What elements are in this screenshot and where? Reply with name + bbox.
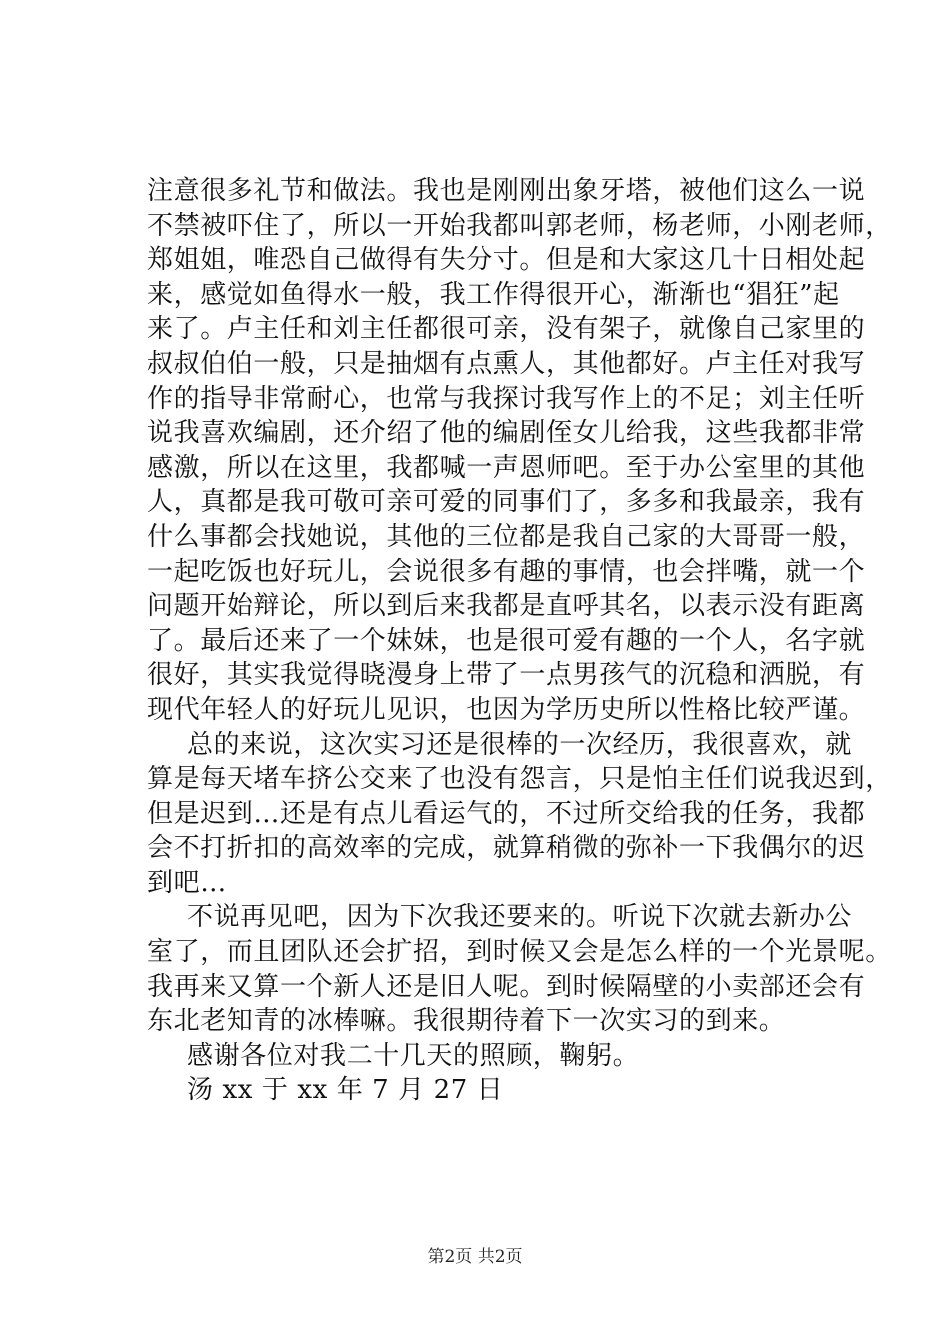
text-line: 问题开始辩论，所以到后来我都是直呼其名，以表示没有距离 [147, 591, 866, 622]
text-line: 注意很多礼节和做法。我也是刚刚出象牙塔，被他们这么一说 [147, 176, 866, 206]
text-line: 算是每天堵车挤公交来了也没有怨言，只是怕主任们说我迟到， [147, 764, 892, 795]
text-line: 到吧… [147, 867, 227, 898]
text-line: 但是迟到…还是有点儿看运气的，不过所交给我的任务，我都 [147, 798, 866, 829]
document-body [147, 174, 892, 1108]
text-line: 人，真都是我可敬可亲可爱的同事们了，多多和我最亲，我有 [147, 487, 866, 518]
text-line: 现代年轻人的好玩儿见识，也因为学历史所以性格比较严谨。 [147, 694, 866, 725]
text-line: 了。最后还来了一个妹妹，也是很可爱有趣的一个人，名字就 [147, 625, 866, 656]
text-line: 感激，所以在这里，我都喊一声恩师吧。至于办公室里的其他 [147, 452, 866, 483]
page-indicator: 第2页 共2页 [427, 1247, 523, 1267]
text-line: 作的指导非常耐心，也常与我探讨我写作上的不足；刘主任听 [147, 383, 866, 414]
text-line: 一起吃饭也好玩儿，会说很多有趣的事情，也会拌嘴，就一个 [147, 556, 866, 587]
text-line: 很好，其实我觉得晓漫身上带了一点男孩气的沉稳和洒脱，有 [147, 660, 866, 691]
text-line: 说我喜欢编剧，还介绍了他的编剧侄女儿给我，这些我都非常 [147, 418, 866, 449]
text-line: 东北老知青的冰棒嘛。我很期待着下一次实习的到来。 [147, 1006, 786, 1037]
text-line: 不禁被吓住了，所以一开始我都叫郭老师，杨老师，小刚老师， [147, 210, 892, 241]
text-line: 来了。卢主任和刘主任都很可亲，没有架子，就像自己家里的 [147, 314, 866, 345]
text-line: 不说再见吧，因为下次我还要来的。听说下次就去新办公 [187, 902, 853, 933]
text-line: 室了，而且团队还会扩招，到时候又会是怎么样的一个光景呢。 [147, 937, 892, 968]
text-line: 我再来又算一个新人还是旧人呢。到时候隔壁的小卖部还会有 [147, 971, 866, 1002]
text-line: 会不打折扣的高效率的完成，就算稍微的弥补一下我偶尔的迟 [147, 833, 866, 864]
text-line: 感谢各位对我二十几天的照顾，鞠躬。 [187, 1040, 640, 1071]
text-line: 什么事都会找她说，其他的三位都是我自己家的大哥哥一般， [147, 521, 866, 552]
text-line: 总的来说，这次实习还是很棒的一次经历，我很喜欢，就 [187, 729, 853, 760]
text-line: 叔叔伯伯一般，只是抽烟有点熏人，其他都好。卢主任对我写 [147, 348, 866, 379]
text-line: 郑姐姐，唯恐自己做得有失分寸。但是和大家这几十日相处起 [147, 245, 866, 276]
text-line: 来，感觉如鱼得水一般，我工作得很开心，渐渐也“猖狂”起 [147, 279, 840, 310]
page-footer [0, 1242, 950, 1267]
text-line: 汤 xx 于 xx 年 7 月 27 日 [187, 1075, 504, 1106]
